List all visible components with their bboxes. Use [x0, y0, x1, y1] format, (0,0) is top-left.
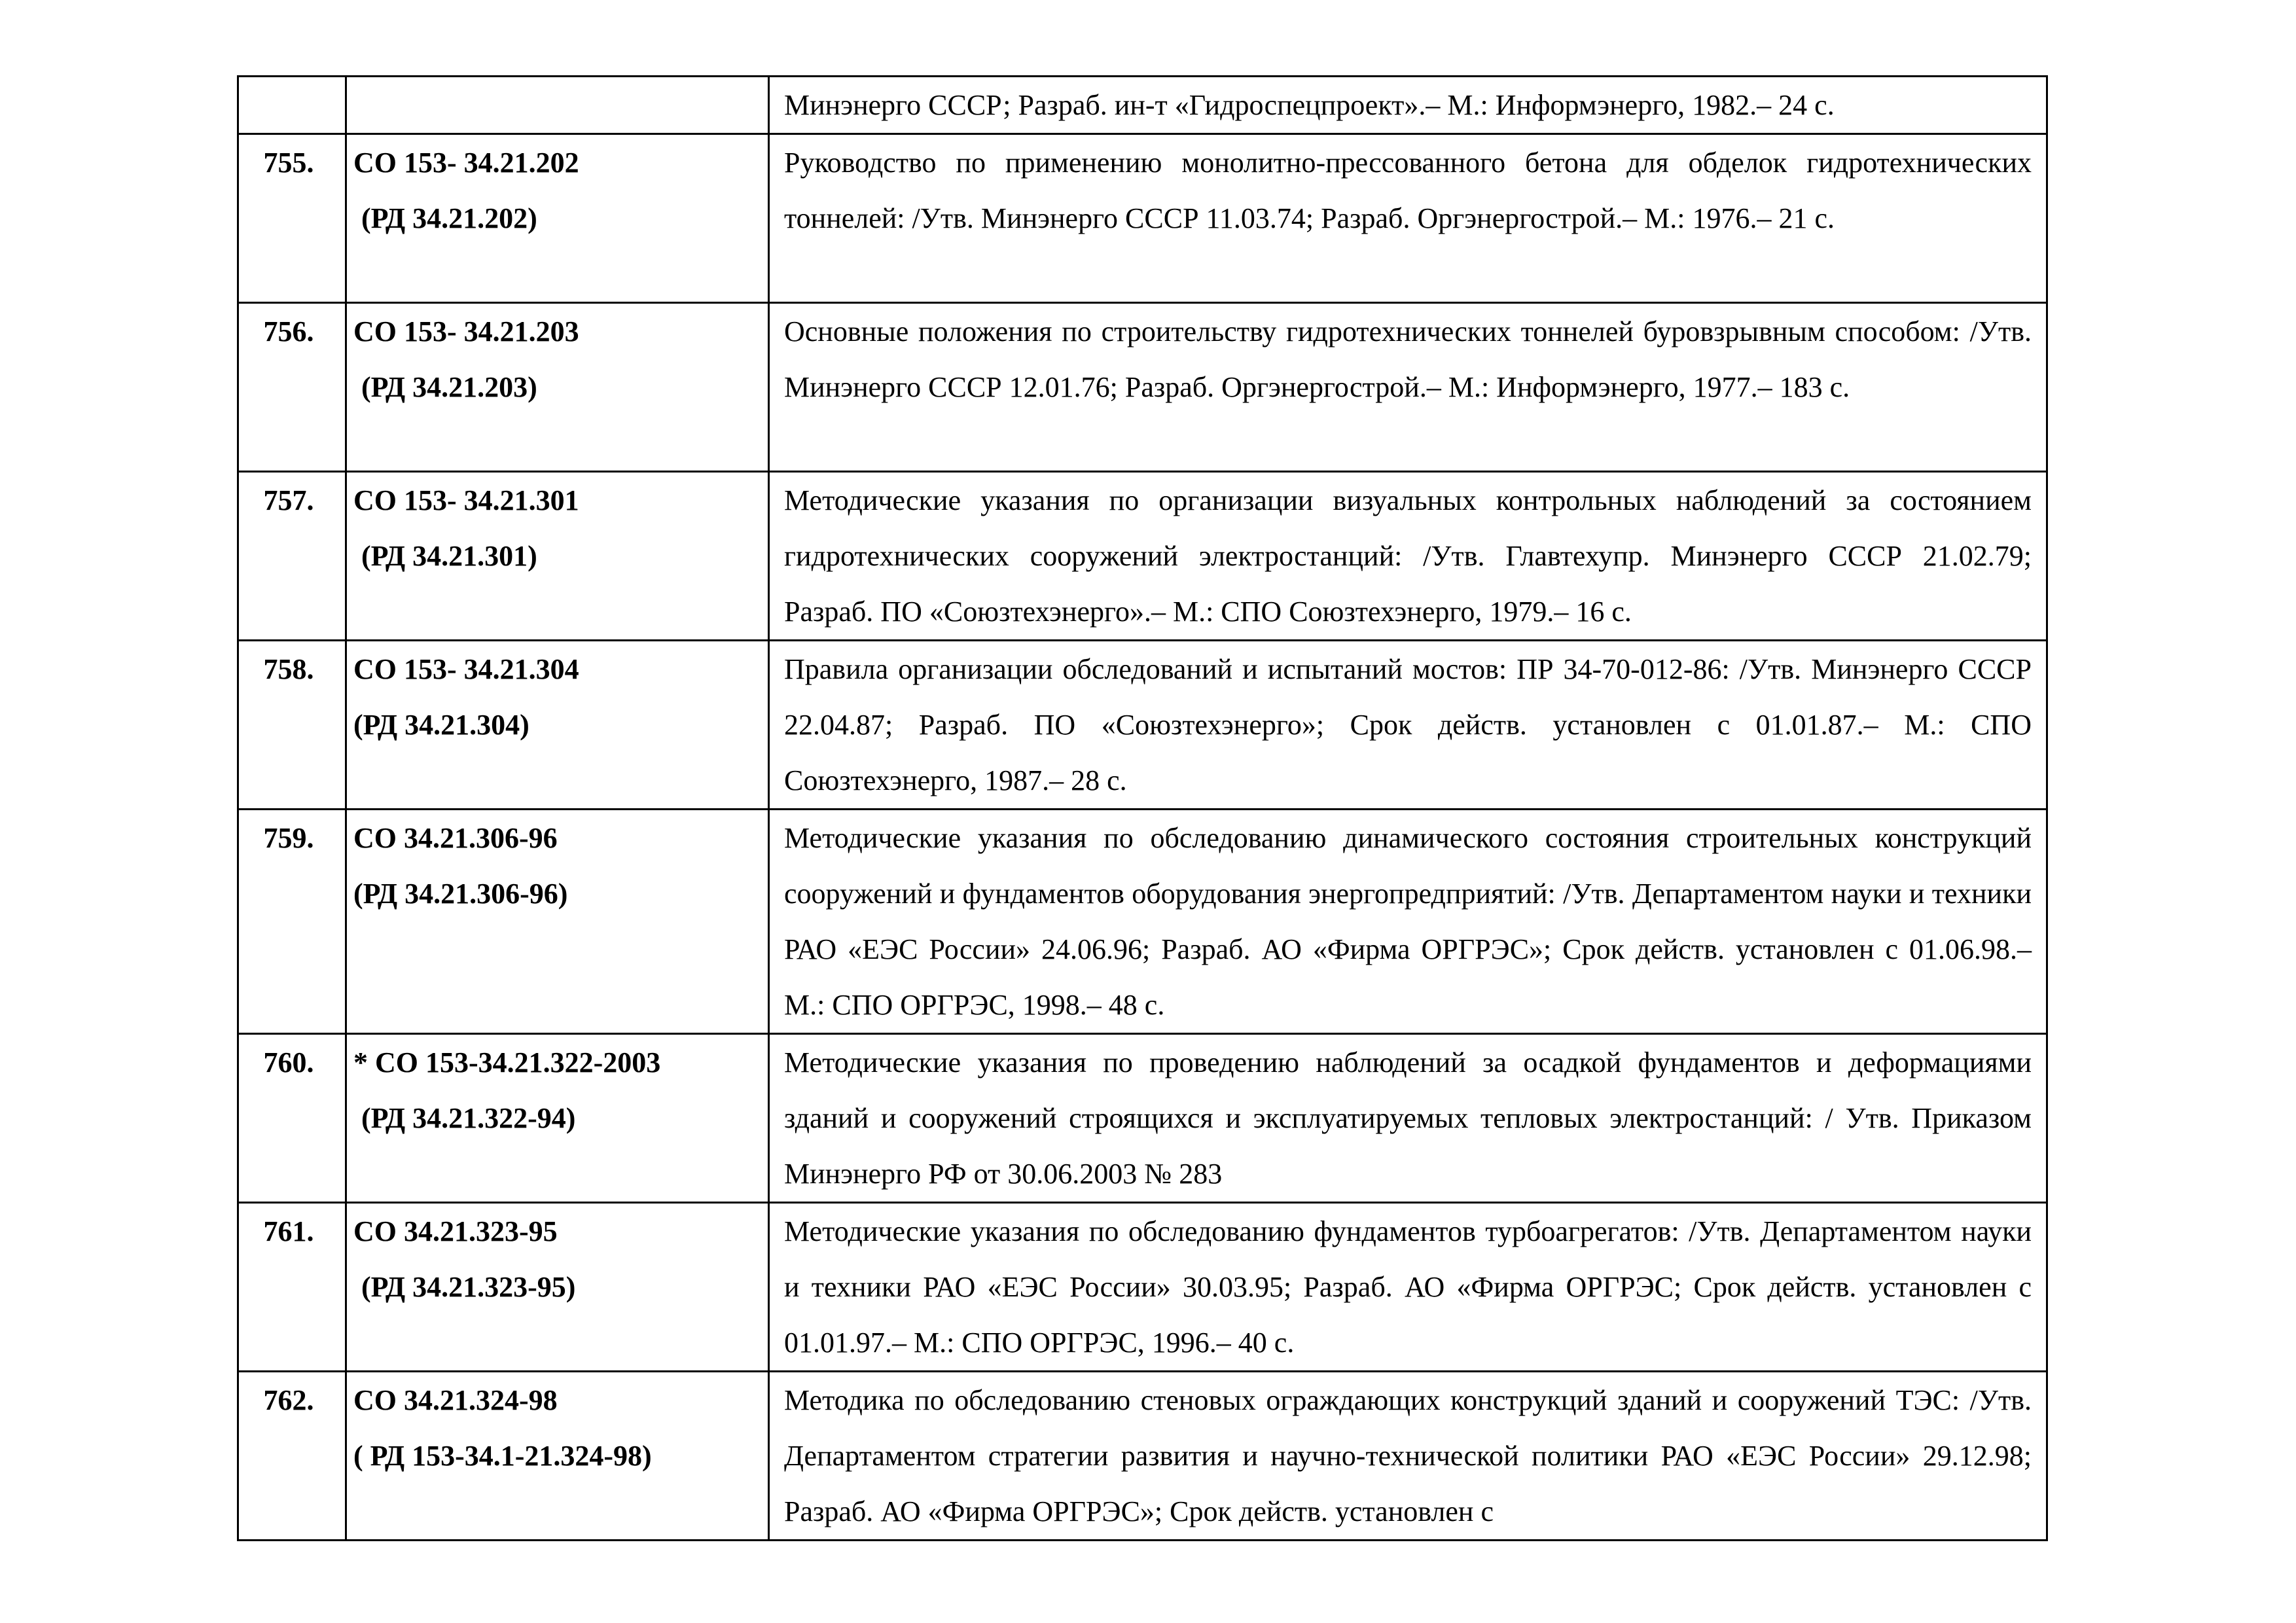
document-alt-code: (РД 34.21.323-95) [361, 1271, 576, 1303]
document-code: СО 34.21.306-96 [353, 822, 558, 854]
document-code-cell [346, 1203, 769, 1372]
document-alt-code: (РД 34.21.322-94) [361, 1102, 576, 1134]
document-code: СО 153- 34.21.304 [353, 653, 579, 685]
document-code-cell [346, 303, 769, 472]
document-description: Правила организации обследований и испытаний мостов: ПР 34-70-012-86: /Утв. Минэнерго СССР 22.04.87; Разраб. ПО «Союзтехэнерго»; Срок действ. установлен с 01.01.87.– М.: СПО Союзтехэнерго, 1987.– 28 с. [769, 641, 2047, 810]
document-code: СО 153- 34.21.203 [353, 315, 579, 348]
row-number [238, 77, 346, 134]
table-row [238, 810, 2047, 1034]
row-number: 761. [238, 1203, 346, 1372]
document-description: Методические указания по организации визуальных контрольных наблюдений за состоянием гидротехнических сооружений электростанций: /Утв. Главтехупр. Минэнерго СССР 21.02.79; Разраб. ПО «Союзтехэнерго».– М.: СПО Союзтехэнерго, 1979.– 16 с. [769, 472, 2047, 641]
row-number: 755. [238, 134, 346, 303]
row-number: 758. [238, 641, 346, 810]
document-code: СО 153- 34.21.202 [353, 147, 579, 179]
document-code-cell [346, 472, 769, 641]
table-row [238, 641, 2047, 810]
table-row [238, 472, 2047, 641]
document-description: Основные положения по строительству гидротехнических тоннелей буровзрывным способом: /Утв. Минэнерго СССР 12.01.76; Разраб. Оргэнергострой.– М.: Информэнерго, 1977.– 183 с. [769, 303, 2047, 472]
document-description: Методические указания по обследованию фундаментов турбоагрегатов: /Утв. Департаментом науки и техники РАО «ЕЭС России» 30.03.95; Разраб. АО «Фирма ОРГРЭС; Срок действ. установлен с 01.01.97.– М.: СПО ОРГРЭС, 1996.– 40 с. [769, 1203, 2047, 1372]
document-alt-code: (РД 34.21.203) [361, 371, 537, 403]
table-row [238, 77, 2047, 134]
document-code-cell [346, 1034, 769, 1203]
document-description: Руководство по применению монолитно-прессованного бетона для обделок гидротехнических тоннелей: /Утв. Минэнерго СССР 11.03.74; Разраб. Оргэнергострой.– М.: 1976.– 21 с. [769, 134, 2047, 303]
document-code: СО 34.21.323-95 [353, 1215, 558, 1247]
document-code: СО 34.21.324-98 [353, 1384, 558, 1416]
row-number: 760. [238, 1034, 346, 1203]
document-description: Методические указания по обследованию динамического состояния строительных конструкций сооружений и фундаментов оборудования энергопредприятий: /Утв. Департаментом науки и техники РАО «ЕЭС России» 24.06.96; Разраб. АО «Фирма ОРГРЭС»; Срок действ. установлен с 01.06.98.– М.: СПО ОРГРЭС, 1998.– 48 с. [769, 810, 2047, 1034]
row-number: 757. [238, 472, 346, 641]
standards-table [237, 75, 2048, 1541]
row-number: 759. [238, 810, 346, 1034]
document-description: Методика по обследованию стеновых ограждающих конструкций зданий и сооружений ТЭС: /Утв. Департаментом стратегии развития и научно-технической политики РАО «ЕЭС России» 29.12.98; Разраб. АО «Фирма ОРГРЭС»; Срок действ. установлен с [769, 1372, 2047, 1541]
table-row [238, 303, 2047, 472]
document-code-cell [346, 1372, 769, 1541]
document-alt-code: (РД 34.21.304) [353, 709, 529, 741]
document-alt-code: (РД 34.21.301) [361, 540, 537, 572]
document-description: Минэнерго СССР; Разраб. ин-т «Гидроспецпроект».– М.: Информэнерго, 1982.– 24 с. [769, 77, 2047, 134]
row-number: 756. [238, 303, 346, 472]
table-row [238, 1203, 2047, 1372]
document-alt-code: (РД 34.21.306-96) [353, 878, 568, 910]
table-row [238, 1372, 2047, 1541]
document-code-cell [346, 810, 769, 1034]
document-code-cell [346, 77, 769, 134]
table-row [238, 134, 2047, 303]
document-description: Методические указания по проведению наблюдений за осадкой фундаментов и деформациями зданий и сооружений строящихся и эксплуатируемых тепловых электростанций: / Утв. Приказом Минэнерго РФ от 30.06.2003 № 283 [769, 1034, 2047, 1203]
document-alt-code: ( РД 153-34.1-21.324-98) [353, 1440, 652, 1472]
document-alt-code: (РД 34.21.202) [361, 202, 537, 234]
document-code-cell [346, 641, 769, 810]
document-code-cell [346, 134, 769, 303]
table-row [238, 1034, 2047, 1203]
row-number: 762. [238, 1372, 346, 1541]
document-code: * СО 153-34.21.322-2003 [353, 1046, 661, 1079]
document-code: СО 153- 34.21.301 [353, 484, 579, 516]
